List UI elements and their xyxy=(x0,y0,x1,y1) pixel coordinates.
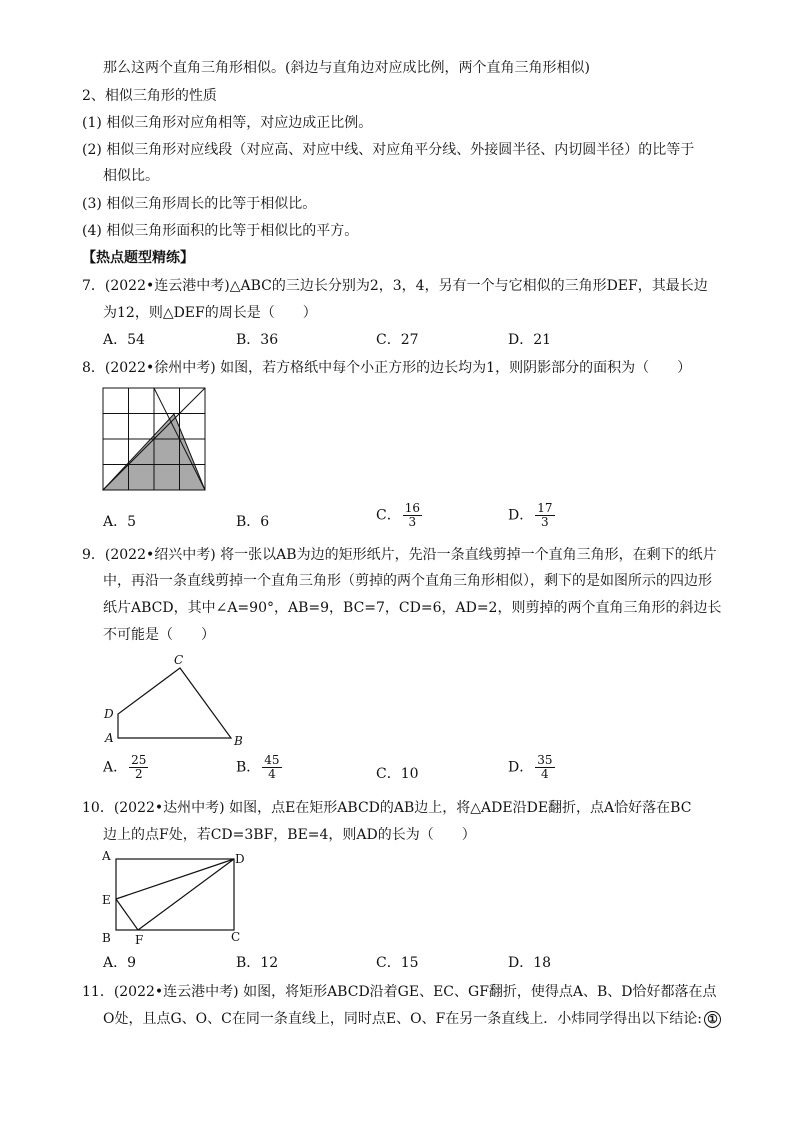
q10-option-d: D．18 xyxy=(508,955,552,971)
q10-option-b: B．12 xyxy=(236,955,279,971)
q10-label-b: B xyxy=(102,931,111,945)
q10-label-d: D xyxy=(235,852,245,866)
q9-label-d: D xyxy=(104,707,114,721)
q9-label-c: C xyxy=(174,653,184,667)
q9-line-3: 纸片ABCD，其中∠A=90°，AB=9，BC=7，CD=6，AD=2，则剪掉的两个直角三角形的斜边长 xyxy=(103,600,722,616)
q7-option-d: D．21 xyxy=(508,332,552,348)
q10-option-a: A．9 xyxy=(103,955,137,971)
fraction-denominator: 4 xyxy=(541,767,549,781)
fraction-numerator: 16 xyxy=(404,501,420,515)
property-3: (3) 相似三角形周长的比等于相似比。 xyxy=(82,196,317,212)
q8-option-c-label: C． xyxy=(376,507,401,524)
q8-grid-figure xyxy=(100,385,210,495)
fraction-denominator: 3 xyxy=(408,515,417,529)
q8-option-c-fraction xyxy=(403,502,422,529)
q9-quadrilateral xyxy=(118,668,231,738)
fraction-numerator: 45 xyxy=(264,753,280,767)
fraction-denominator: 4 xyxy=(268,767,276,781)
fraction-denominator: 3 xyxy=(541,515,549,529)
property-2b: 相似比。 xyxy=(103,168,159,184)
q8-option-b: B．6 xyxy=(236,514,270,530)
q11-line-2 xyxy=(103,1010,721,1028)
q9-option-d xyxy=(508,754,555,781)
q11-line-2-text: O处，且点G、O、C在同一条直线上，同时点E、O、F在另一条直线上．小炜同学得出以下结论: xyxy=(103,1011,702,1027)
q10-figure-lines xyxy=(116,859,234,930)
property-2a: (2) 相似三角形对应线段（对应高、对应中线、对应角平分线、外接圆半径、内切圆半径）的比等于 xyxy=(82,142,695,158)
q9-option-b-fraction xyxy=(262,754,281,781)
q7-option-b: B．36 xyxy=(236,332,279,348)
q10-label-c: C xyxy=(231,930,241,944)
q9-option-a-label: A． xyxy=(103,759,128,776)
q7-line-2: 为12，则△DEF的周长是（ ） xyxy=(103,305,317,321)
section-heading: 【热点题型精练】 xyxy=(82,250,194,266)
property-4: (4) 相似三角形面积的比等于相似比的平方。 xyxy=(82,223,359,239)
q10-line-2: 边上的点F处，若CD=3BF，BE=4，则AD的长为（ ） xyxy=(103,827,476,843)
q8-option-a: A．5 xyxy=(103,514,137,530)
q9-option-b xyxy=(236,754,282,781)
heading-properties: 2、相似三角形的性质 xyxy=(82,88,217,104)
q7-line-1: 7．(2022•连云港中考)△ABC的三边长分别为2，3，4，另有一个与它相似的三角形DEF，其最长边 xyxy=(82,278,708,294)
intro-line-1: 那么这两个直角三角形相似。(斜边与直角边对应成比例，两个直角三角形相似) xyxy=(103,60,590,76)
q9-line-2: 中，再沿一条直线剪掉一个直角三角形（剪掉的两个直角三角形相似），剩下的是如图所示的四边形 xyxy=(103,573,712,589)
q9-option-b-label: B． xyxy=(236,759,261,776)
q9-line-4: 不可能是（ ） xyxy=(103,627,215,643)
q10-line-1: 10．(2022•达州中考) 如图，点E在矩形ABCD的AB边上，将△ADE沿DE翻折，点A恰好落在BC xyxy=(82,800,692,816)
q9-option-d-label: D． xyxy=(508,759,534,776)
fraction-numerator: 25 xyxy=(131,753,147,767)
q10-option-c: C．15 xyxy=(376,955,419,971)
q9-quadrilateral-figure xyxy=(98,650,248,750)
q8-option-c xyxy=(376,502,422,529)
q10-label-a: A xyxy=(102,849,111,863)
q9-option-a-fraction xyxy=(129,754,148,781)
q9-line-1: 9．(2022•绍兴中考) 将一张以AB为边的矩形纸片，先沿一条直线剪掉一个直角三角形，在剩下的纸片 xyxy=(82,547,717,563)
property-1: (1) 相似三角形对应角相等，对应边成正比例。 xyxy=(82,115,373,131)
q9-label-a: A xyxy=(105,731,114,745)
q10-label-e: E xyxy=(102,893,111,907)
q9-option-a xyxy=(103,754,148,781)
q10-rectangle-figure xyxy=(98,848,258,948)
q7-option-a: A．54 xyxy=(103,332,145,348)
fraction-numerator: 35 xyxy=(537,753,553,767)
q9-label-b: B xyxy=(234,734,243,748)
q9-option-d-fraction xyxy=(535,754,554,781)
q11-circled-one: ① xyxy=(704,1011,721,1028)
q10-label-f: F xyxy=(135,933,144,947)
q7-option-c: C．27 xyxy=(376,332,419,348)
q11-line-1: 11．(2022•连云港中考) 如图，将矩形ABCD沿着GE、EC、GF翻折，使得点A、B、D恰好都落在点 xyxy=(82,984,717,1000)
fraction-numerator: 17 xyxy=(537,501,553,515)
q8-line-1: 8．(2022•徐州中考) 如图，若方格纸中每个小正方形的边长均为1，则阴影部分的面积为（ ） xyxy=(82,360,692,376)
fraction-denominator: 2 xyxy=(134,767,143,781)
q9-option-c: C．10 xyxy=(376,766,419,782)
q8-option-d xyxy=(508,502,555,529)
q8-option-d-label: D． xyxy=(508,507,534,524)
q8-option-d-fraction xyxy=(535,502,554,529)
